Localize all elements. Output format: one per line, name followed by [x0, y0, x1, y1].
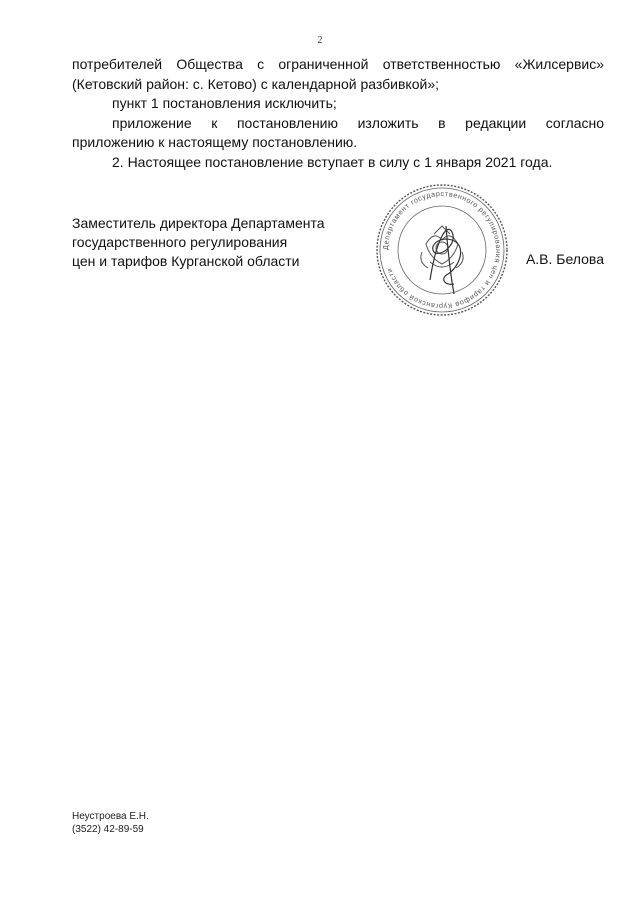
official-seal-stamp [374, 182, 510, 318]
document-body [72, 55, 604, 172]
executor-phone: (3522) 42-89-59 [72, 824, 144, 835]
paragraph-annex-line: приложению к настоящему постановлению. [72, 134, 358, 150]
signer-title [72, 214, 325, 271]
paragraph-item-exclude: пункт 1 постановления исключить; [112, 95, 337, 111]
executor-name: Неустроева Е.Н. [72, 811, 149, 822]
executor-info [72, 810, 149, 836]
signer-name: А.В. Белова [525, 251, 604, 267]
paragraph-line: потребителей Общества с ограниченной ответственностью «Жилсервис» [72, 56, 604, 72]
seal-ring-text: Департамент государственного регулирования цен и тарифов Курганской области [380, 188, 504, 312]
seal-graphic [374, 182, 510, 318]
signer-title-line: государственного регулирования [72, 234, 288, 250]
page-number: 2 [317, 35, 323, 46]
svg-text:Департамент государственного р [381, 189, 503, 311]
signer-title-line: цен и тарифов Курганской области [72, 253, 300, 269]
paragraph-annex-line: приложение к постановлению изложить в редакции согласно [112, 114, 604, 131]
paragraph-effective-date: 2. Настоящее постановление вступает в силу с 1 января 2021 года. [112, 153, 553, 170]
signer-title-line: Заместитель директора Департамента [72, 215, 325, 231]
paragraph-line: (Кетовский район: с. Кетово) с календарной разбивкой»; [72, 75, 440, 92]
